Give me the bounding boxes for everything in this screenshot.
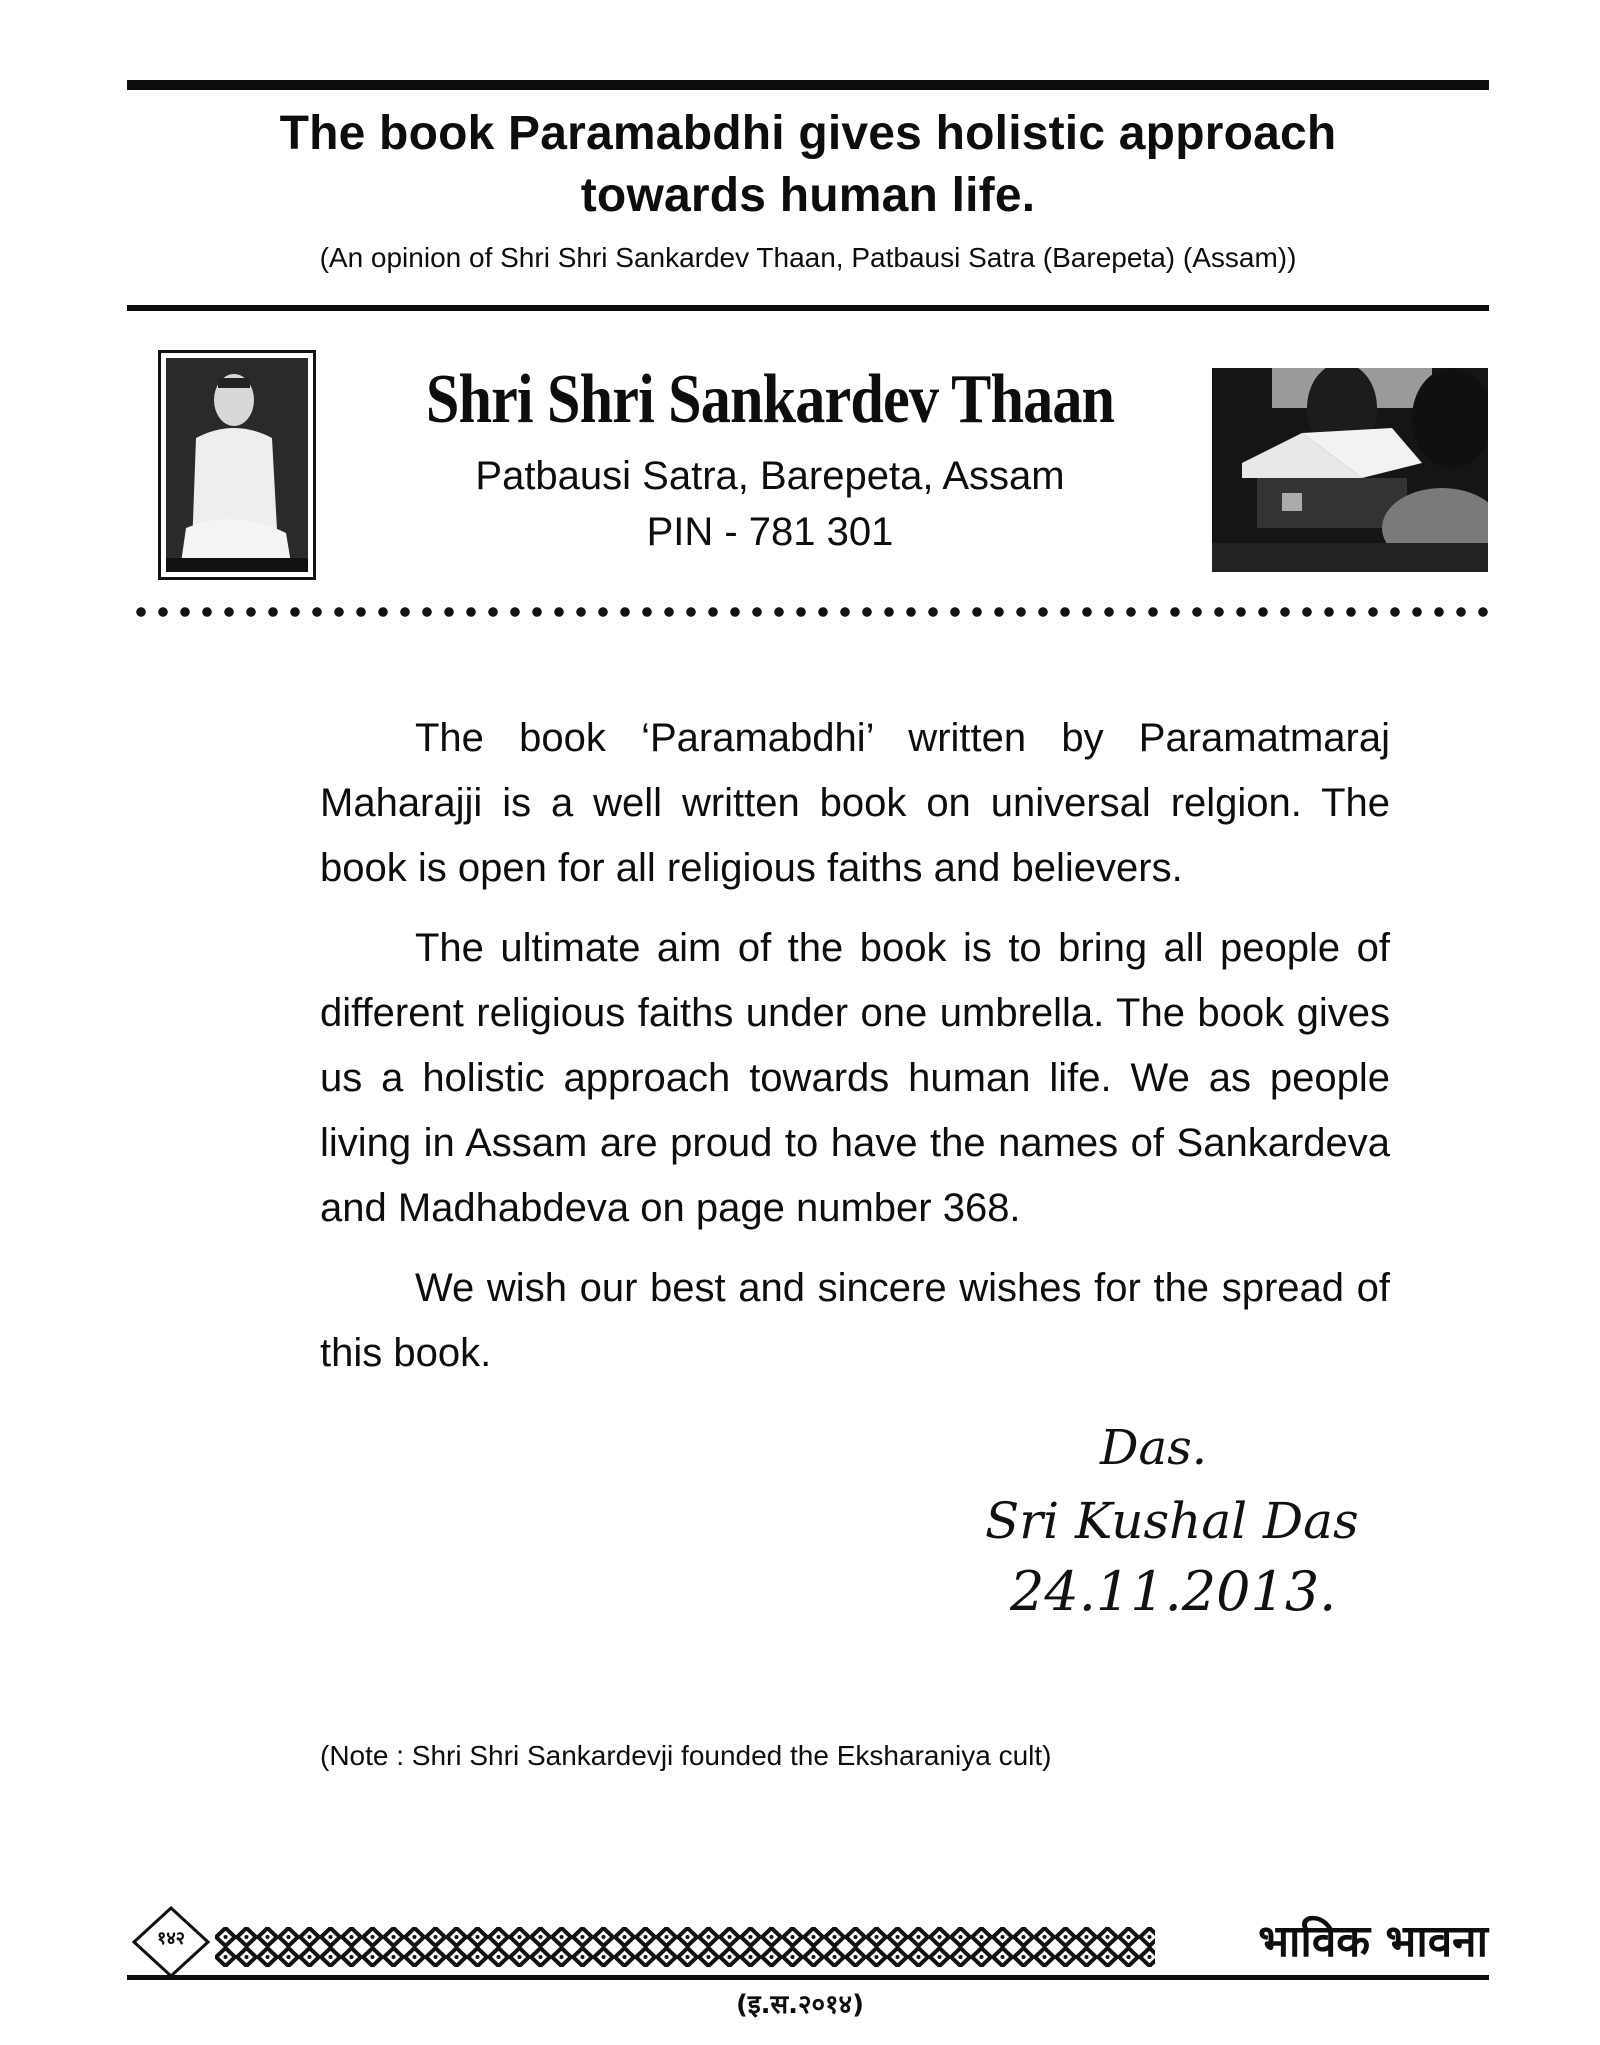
footnote: (Note : Shri Shri Sankardevji founded the Eksharaniya cult) xyxy=(320,1740,1052,1771)
decorative-lattice-border xyxy=(215,1927,1155,1967)
portrait-image xyxy=(166,358,308,572)
headline-line-1: The book Paramabdhi gives holistic approach xyxy=(279,107,1337,160)
dotted-divider xyxy=(130,606,1490,618)
organization-pin: PIN - 781 301 xyxy=(646,510,894,554)
portrait-photo xyxy=(158,350,316,580)
headline xyxy=(127,103,1489,227)
headline-line-2: towards human life. xyxy=(580,169,1036,222)
header-divider xyxy=(127,305,1489,311)
temple-house-photo xyxy=(1212,368,1488,572)
opinion-attribution: (An opinion of Shri Shri Sankardev Thaan, Patbausi Satra (Barepeta) (Assam)) xyxy=(319,242,1297,273)
page-number: १४२ xyxy=(156,1928,186,1949)
portrait-figure-icon xyxy=(166,358,308,572)
signature-name: Sri Kushal Das xyxy=(985,1492,1359,1550)
body-paragraph-3: We wish our best and sincere wishes for the spread of this book. xyxy=(320,1266,1390,1375)
signature-initials: Das. xyxy=(1100,1420,1207,1476)
publication-title: भाविक भावना xyxy=(1258,1916,1488,1967)
organization-address: Patbausi Satra, Barepeta, Assam xyxy=(475,454,1065,498)
handwritten-signature xyxy=(980,1420,1410,1640)
house-image-icon xyxy=(1212,368,1488,572)
signature-date: 24.11.2013. xyxy=(1010,1560,1337,1623)
letter-body xyxy=(320,706,1390,1401)
lattice-pattern-icon xyxy=(215,1927,1155,1967)
publication-year: (इ.स.२०१४) xyxy=(736,1990,864,2020)
body-paragraph-1: The book ‘Paramabdhi’ written by Paramatmaraj Maharajji is a well written book on universal relgion. The book is open for all religious faiths and believers. xyxy=(320,716,1390,890)
organization-name: Shri Shri Sankardev Thaan xyxy=(425,361,1115,438)
body-paragraph-2: The ultimate aim of the book is to bring all people of different religious faiths under one umbrella. The book gives us a holistic approach towards human life. We as people living in Assam are proud to have the names of Sankardeva and Madhabdeva on page number 368. xyxy=(320,926,1390,1230)
footer-rule xyxy=(127,1975,1489,1980)
top-rule xyxy=(127,80,1489,90)
page-number-badge xyxy=(132,1906,210,1978)
